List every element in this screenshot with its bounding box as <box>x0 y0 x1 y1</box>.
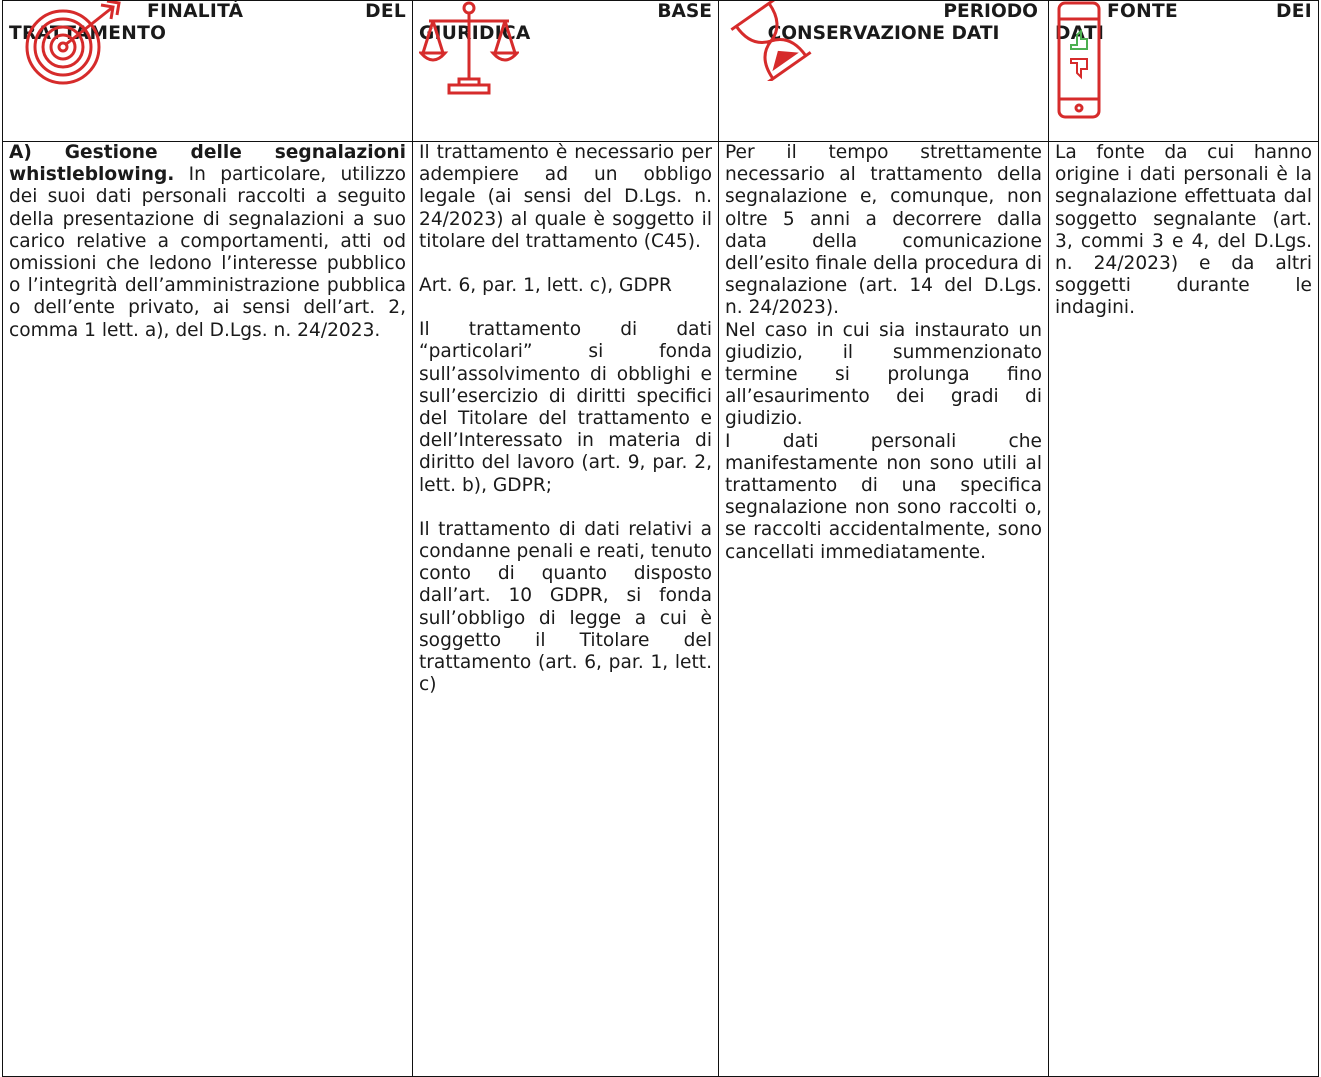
header-base-giuridica <box>413 1 719 142</box>
base-paragraph-2: Art. 6, par. 1, lett. c), GDPR <box>419 275 672 297</box>
header-periodo-conservazione <box>719 1 1049 142</box>
header-fonte-dati <box>1049 1 1319 142</box>
table-row <box>3 142 1319 1077</box>
periodo-paragraph-1: Per il tempo strettamente necessario al trattamento della segnalazione e, comunque, non oltre 5 anni a decorrere dalla data della comunicazione dell’esito finale della procedura di segnalazione (art. 14 del D.Lgs. n. 24/2023). <box>725 142 1042 319</box>
header-fonte-line2: DATI <box>1055 23 1105 45</box>
periodo-paragraph-2: Nel caso in cui sia instaurato un giudizio, il summenzionato termine si prolunga fino all’esaurimento dei gradi di giudizio. <box>725 319 1042 430</box>
cell-finalita <box>3 142 413 1077</box>
privacy-table <box>2 0 1319 1077</box>
header-finalita-line1: FINALITÀ DEL <box>147 1 406 22</box>
header-finalita-line2: TRATTAMENTO <box>9 23 167 45</box>
base-paragraph-3: Il trattamento di dati “particolari” si fonda sull’assolvimento di obblighi e sull’esercizio di diritti specifici del Titolare del trattamento e dell’Interessato in materia di diritto del lavoro (art. 9, par. 2, lett. b), GDPR; <box>419 319 712 496</box>
header-finalita <box>3 1 413 142</box>
smartphone-thumbs-icon <box>1055 1 1103 121</box>
cell-periodo-conservazione <box>719 142 1049 1077</box>
cell-base-giuridica <box>413 142 719 1077</box>
hourglass-icon <box>723 1 819 81</box>
base-paragraph-4: Il trattamento di dati relativi a condanne penali e reati, tenuto conto di quanto disposto dall’art. 10 GDPR, si fonda sull’obbligo di legge a cui è soggetto il Titolare del trattamento (art. 6, par. 1, lett. c) <box>419 518 712 696</box>
cell-fonte-dati <box>1049 142 1319 1077</box>
header-fonte-line1: FONTE DEI <box>1107 1 1312 22</box>
finalita-title: A) Gestione delle segnalazioni whistleblowing. <box>9 142 406 186</box>
header-periodo-line1: PERIODO <box>943 1 1038 22</box>
header-row <box>3 1 1319 142</box>
finalita-text: In particolare, utilizzo dei suoi dati personali raccolti a seguito della presentazione di segnalazioni a suo carico relative a comportamenti, atti od omissioni che ledono l’interesse pubblico o l’integrità dell’amministrazione pubblica o dell’ente privato, ai sensi dell’art. 2, comma 1 lett. a), del D.Lgs. n. 24/2023. <box>9 164 406 341</box>
base-paragraph-1: Il trattamento è necessario per adempiere ad un obbligo legale (ai sensi del D.Lgs. n. 24/2023) al quale è soggetto il titolare del trattamento (C45). <box>419 142 712 252</box>
periodo-paragraph-3: I dati personali che manifestamente non sono utili al trattamento di una specifica segnalazione non sono raccolti o, se raccolti accidentalmente, sono cancellati immediatamente. <box>725 430 1042 563</box>
header-base-line2: GIURIDICA <box>419 23 531 45</box>
header-periodo-line2: CONSERVAZIONE DATI <box>767 23 1000 45</box>
fonte-paragraph-1: La fonte da cui hanno origine i dati personali è la segnalazione effettuata dal soggetto segnalante (art. 3, commi 3 e 4, del D.Lgs. n. 24/2023) e da altri soggetti durante le indagini. <box>1055 142 1312 319</box>
scales-of-justice-icon <box>419 1 519 95</box>
header-base-line1: BASE <box>657 1 712 22</box>
target-arrow-icon <box>21 1 129 87</box>
